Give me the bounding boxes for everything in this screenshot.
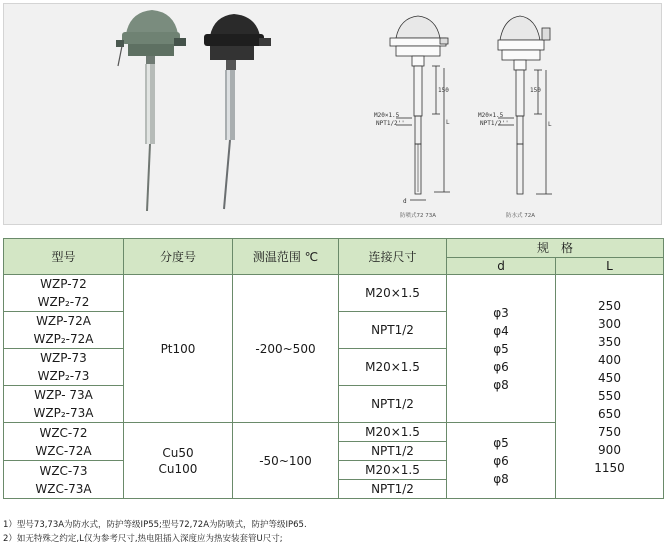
connection-cell: M20×1.5 xyxy=(339,423,447,442)
L-value: 300 xyxy=(598,316,621,331)
connection-cell: NPT1/2 xyxy=(339,442,447,461)
model-cell xyxy=(4,312,124,349)
header-d: d xyxy=(447,258,556,275)
dim-150-a: 150 xyxy=(438,87,449,94)
header-model: 型号 xyxy=(4,239,124,275)
model-name: WZP-72A xyxy=(36,314,91,328)
L-value: 650 xyxy=(598,406,621,421)
dim-thread-m20-b: M20×1.5 xyxy=(478,112,504,119)
model-name: WZP₂-72 xyxy=(37,295,90,309)
dim-thread-npt-b: NPT1/2'' xyxy=(480,120,509,127)
L-value: 350 xyxy=(598,334,621,349)
temp-range-pt: -200~500 xyxy=(233,275,339,423)
caption-drawing-72a: 防水式 72A xyxy=(506,213,536,219)
footnotes xyxy=(3,519,307,546)
caption-drawing-72: 防喷式72 73A xyxy=(400,213,437,219)
specification-table xyxy=(3,238,664,499)
d-values-cu xyxy=(447,423,556,499)
temp-range-cu: -50~100 xyxy=(233,423,339,499)
model-name: WZC-73A xyxy=(35,481,92,496)
L-value: 550 xyxy=(598,388,621,403)
L-value: 750 xyxy=(598,424,621,439)
connection-cell: NPT1/2 xyxy=(339,480,447,499)
graduation-cu xyxy=(124,423,233,499)
d-value: φ3 xyxy=(493,305,509,320)
dim-150-b: 150 xyxy=(530,87,541,94)
d-value: φ8 xyxy=(493,471,509,486)
dimension-drawing-72a xyxy=(498,16,552,194)
graduation-value: Cu50 xyxy=(162,445,194,460)
dim-thread-m20-a: M20×1.5 xyxy=(374,112,400,119)
model-name: WZP₂-73A xyxy=(33,406,94,420)
dim-thread-npt-a: NPT1/2'' xyxy=(376,120,405,127)
product-illustrations xyxy=(4,4,663,226)
footnote: 2）如无特殊之约定,L仅为参考尺寸,热电阻插入深度应为热安装套管U尺寸; xyxy=(3,533,283,544)
d-value: φ4 xyxy=(493,323,509,338)
graduation-pt100: Pt100 xyxy=(124,275,233,423)
model-cell xyxy=(4,275,124,312)
connection-cell: NPT1/2 xyxy=(339,312,447,349)
header-connection: 连接尺寸 xyxy=(339,239,447,275)
model-name: WZP₂-72A xyxy=(33,332,94,346)
connection-cell: M20×1.5 xyxy=(339,461,447,480)
model-name: WZP- 73A xyxy=(34,388,93,402)
L-value: 250 xyxy=(598,298,621,313)
header-temp-range: 测温范围 ℃ xyxy=(233,239,339,275)
product-illustration-panel xyxy=(3,3,662,225)
model-name: WZP-72 xyxy=(40,277,87,291)
graduation-value: Cu100 xyxy=(158,461,198,476)
L-value: 400 xyxy=(598,352,621,367)
dim-d-a: d xyxy=(403,198,407,205)
dim-L-a: L xyxy=(446,119,450,126)
model-name: WZP-73 xyxy=(40,351,87,365)
header-spec: 规 格 xyxy=(447,239,664,258)
d-value: φ5 xyxy=(493,435,509,450)
footnote: 1）型号73,73A为防水式，防护等级IP55;型号72,72A为防喷式，防护等级IP65. xyxy=(3,520,307,530)
d-value: φ5 xyxy=(493,341,509,356)
connection-cell: NPT1/2 xyxy=(339,386,447,423)
connection-cell: M20×1.5 xyxy=(339,275,447,312)
connection-cell: M20×1.5 xyxy=(339,349,447,386)
dim-L-b: L xyxy=(548,121,552,128)
d-value: φ8 xyxy=(493,377,509,392)
model-name: WZC-73 xyxy=(39,463,88,478)
L-value: 1150 xyxy=(594,460,625,475)
header-graduation: 分度号 xyxy=(124,239,233,275)
model-name: WZP₂-73 xyxy=(37,369,90,383)
d-value: φ6 xyxy=(493,453,509,468)
L-value: 450 xyxy=(598,370,621,385)
L-value: 900 xyxy=(598,442,621,457)
d-values-pt xyxy=(447,275,556,423)
model-cell xyxy=(4,386,124,423)
model-name: WZC-72 xyxy=(39,425,88,440)
L-values xyxy=(556,275,664,499)
sensor-photo-green xyxy=(116,10,186,211)
header-L: L xyxy=(556,258,664,275)
sensor-photo-black xyxy=(204,14,271,209)
model-name: WZC-72A xyxy=(35,443,92,458)
d-value: φ6 xyxy=(493,359,509,374)
model-cell xyxy=(4,423,124,461)
dimension-drawing-72 xyxy=(390,16,450,200)
model-cell xyxy=(4,349,124,386)
model-cell xyxy=(4,461,124,499)
